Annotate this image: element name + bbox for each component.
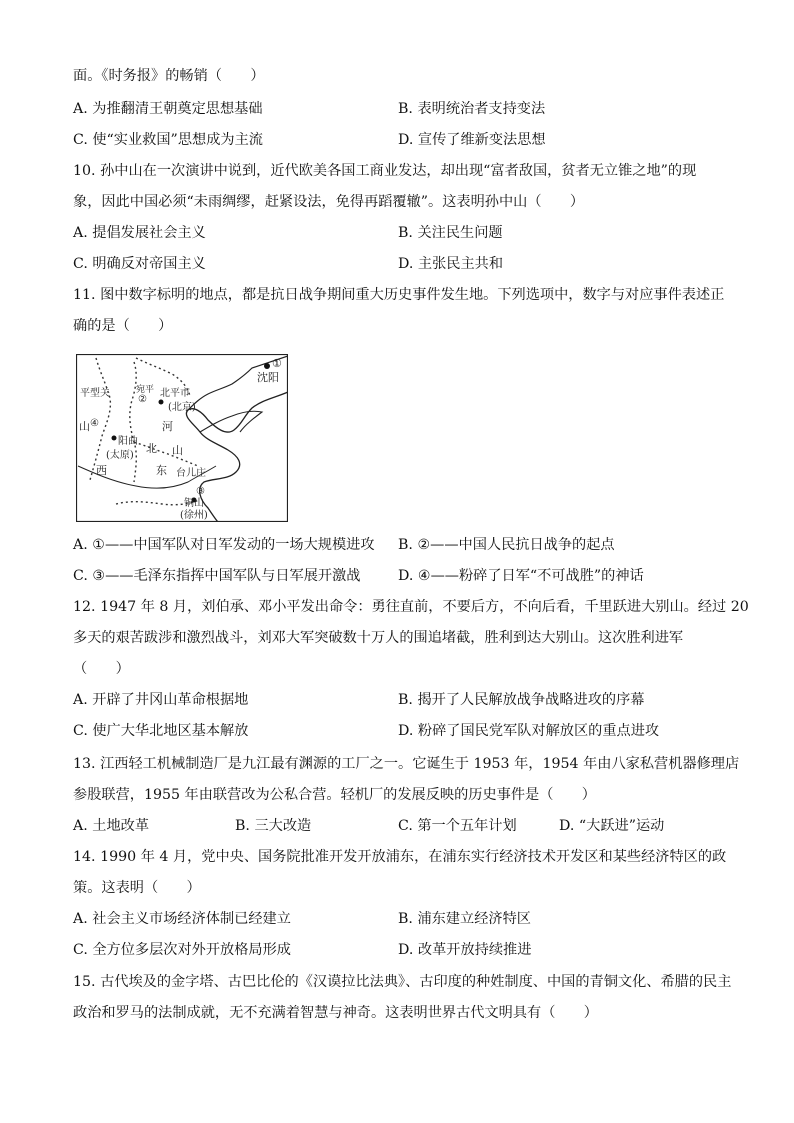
q12-option-d[interactable]: D. 粉碎了国民党军队对解放区的重点进攻 xyxy=(398,723,660,739)
q10-option-b[interactable]: B. 关注民生问题 xyxy=(398,225,503,241)
beiping-dot xyxy=(159,400,164,405)
q11-stem-line-1: 11. 图中数字标明的地点，都是抗日战争期间重大历史事件发生地。下列选项中，数字与对应事件表述正 xyxy=(73,287,725,303)
q15-stem-line-2: 政治和罗马的法制成就，无不充满着智慧与神奇。这表明世界古代文明具有（ ） xyxy=(73,1005,598,1021)
q13-option-a[interactable]: A. 土地改革 xyxy=(73,818,150,834)
q14-option-c[interactable]: C. 全方位多层次对外开放格局形成 xyxy=(73,942,291,958)
q9-option-d[interactable]: D. 宣传了维新变法思想 xyxy=(398,132,546,148)
q12-option-b[interactable]: B. 揭开了人民解放战争战略进攻的序幕 xyxy=(398,692,645,708)
map-label-xuzhou-paren: (徐州) xyxy=(180,510,208,521)
q13-option-d[interactable]: D. “大跃进”运动 xyxy=(559,818,665,834)
q10-stem-line-1: 10. 孙中山在一次演讲中说到，近代欧美各国工商业发达，却出现“富者敌国，贫者无立锥之地”的现 xyxy=(73,163,697,179)
map-label-pingxingguan: 平型关 xyxy=(80,388,110,399)
taiyuan-dot xyxy=(112,436,117,441)
map-label-shan2: 山 xyxy=(172,444,183,457)
map-label-tongshan: 铜山 xyxy=(184,498,204,509)
q10-option-c[interactable]: C. 明确反对帝国主义 xyxy=(73,256,206,272)
q14-option-d[interactable]: D. 改革开放持续推进 xyxy=(398,942,532,958)
map-label-wanping: 宛平 xyxy=(136,385,155,395)
q11-options-row-2 xyxy=(73,566,723,586)
q9-option-b[interactable]: B. 表明统治者支持变法 xyxy=(398,101,546,117)
map-label-xuzhou-num: ③ xyxy=(196,486,205,497)
q10-options-row-2 xyxy=(73,254,723,274)
q9-option-a[interactable]: A. 为推翻清王朝奠定思想基础 xyxy=(73,101,263,117)
q13-stem-line-2: 参股联营，1955 年由联营改为公私合营。轻机厂的发展反映的历史事件是（ ） xyxy=(73,787,596,803)
q12-option-c[interactable]: C. 使广大华北地区基本解放 xyxy=(73,723,249,739)
q12-stem-line-2: 多天的艰苦跋涉和激烈战斗，刘邓大军突破数十万人的围追堵截，胜利到达大别山。这次胜利进军 xyxy=(73,630,684,646)
q14-stem-line-1: 14. 1990 年 4 月，党中央、国务院批准开发开放浦东，在浦东实行经济技术开发区和某些经济特区的政 xyxy=(73,849,727,865)
q10-option-a[interactable]: A. 提倡发展社会主义 xyxy=(73,225,206,241)
map-label-taierzhuang: 台儿庄 xyxy=(176,468,206,479)
map-label-shenyang-num: ① xyxy=(272,357,282,370)
q14-options-row-1 xyxy=(73,909,723,929)
q10-stem-line-2: 象，因此中国必须“未雨绸缪，赶紧设法，免得再蹈覆辙”。这表明孙中山（ ） xyxy=(73,194,585,210)
map-label-beiping: 北平市 xyxy=(160,388,190,399)
map-label-beiping-paren: (北京) xyxy=(168,402,196,413)
q14-options-row-2 xyxy=(73,940,723,960)
map-label-taiyuan-num: ④ xyxy=(90,418,99,429)
q13-options-row xyxy=(73,816,723,836)
map-label-shenyang: 沈阳 xyxy=(257,371,279,384)
map-frame xyxy=(77,355,288,522)
map-label-he: 河 xyxy=(162,420,173,433)
q12-options-row-1 xyxy=(73,690,723,710)
map-label-xi: 西 xyxy=(96,464,107,477)
q14-stem-line-2: 策。这表明（ ） xyxy=(73,880,201,896)
q11-option-c[interactable]: C. ③——毛泽东指挥中国军队与日军展开激战 xyxy=(73,568,361,584)
map-label-shan: 山 xyxy=(79,420,90,433)
q13-option-c[interactable]: C. 第一个五年计划 xyxy=(398,818,517,834)
q12-stem-line-1: 12. 1947 年 8 月，刘伯承、邓小平发出命令：勇往直前，不要后方，不向后看，千里跃进大别山。经过 20 xyxy=(73,599,749,615)
q9-stem-tail: 面。《时务报》的畅销（ ） xyxy=(73,68,265,84)
q11-option-b[interactable]: B. ②——中国人民抗日战争的起点 xyxy=(398,537,615,553)
map-label-dong: 东 xyxy=(156,464,167,477)
q11-option-d[interactable]: D. ④——粉碎了日军“不可战胜”的神话 xyxy=(398,568,644,584)
q12-option-a[interactable]: A. 开辟了井冈山革命根据地 xyxy=(73,692,249,708)
map-svg xyxy=(76,354,288,522)
map-label-taiyuan-paren: (太原) xyxy=(106,450,134,461)
q9-option-c[interactable]: C. 使“实业救国”思想成为主流 xyxy=(73,132,263,148)
q11-option-a[interactable]: A. ①——中国军队对日军发动的一场大规模进攻 xyxy=(73,537,375,553)
q13-stem-line-1: 13. 江西轻工机械制造厂是九江最有渊源的工厂之一。它诞生于 1953 年，1954 年由八家私营机器修理店 xyxy=(73,756,740,772)
q14-option-b[interactable]: B. 浦东建立经济特区 xyxy=(398,911,531,927)
q10-options-row-1 xyxy=(73,223,723,243)
q12-options-row-2 xyxy=(73,721,723,741)
map-label-bei: 北 xyxy=(146,442,157,455)
map-label-beiping-num: ② xyxy=(138,394,147,405)
q12-stem-line-3: （ ） xyxy=(73,661,130,677)
q11-options-row-1 xyxy=(73,535,723,555)
q11-stem-line-2: 确的是（ ） xyxy=(73,318,173,334)
map-label-taiyuan-city: 阳曲 xyxy=(118,436,138,447)
q9-options-row-1 xyxy=(73,99,723,119)
war-map-figure xyxy=(76,354,288,522)
shenyang-dot xyxy=(264,363,270,369)
q9-options-row-2 xyxy=(73,130,723,150)
q13-option-b[interactable]: B. 三大改造 xyxy=(235,818,312,834)
q10-option-d[interactable]: D. 主张民主共和 xyxy=(398,256,504,272)
q15-stem-line-1: 15. 古代埃及的金字塔、古巴比伦的《汉谟拉比法典》、古印度的种姓制度、中国的青铜文化、希腊的民主 xyxy=(73,974,732,990)
q14-option-a[interactable]: A. 社会主义市场经济体制已经建立 xyxy=(73,911,291,927)
